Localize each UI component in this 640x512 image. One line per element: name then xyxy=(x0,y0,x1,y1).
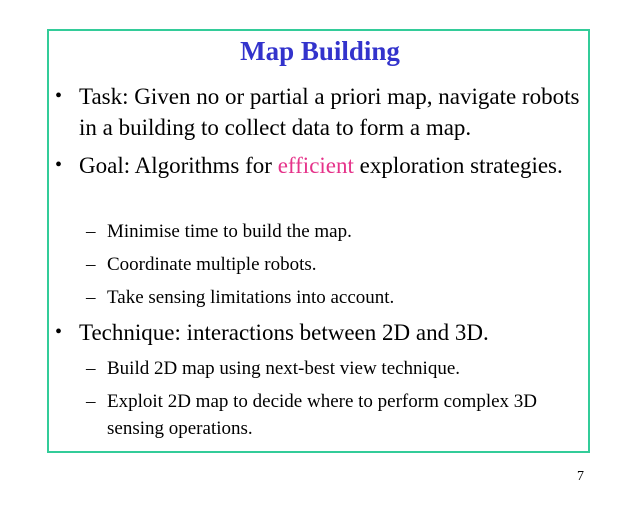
subitem-marker: – xyxy=(86,287,96,308)
subitem-text: Take sensing limitations into account. xyxy=(107,287,395,308)
bullet-marker: • xyxy=(55,85,63,107)
page-number: 7 xyxy=(577,469,584,484)
bullet-text xyxy=(79,150,585,181)
subitem-marker: – xyxy=(86,254,96,275)
subitem-marker: – xyxy=(86,391,96,412)
bullet-marker: • xyxy=(55,154,63,176)
subitem-build-2d-map xyxy=(86,355,576,382)
bullet-text: Technique: interactions between 2D and 3D. xyxy=(79,320,489,345)
goal-highlight-word: efficient xyxy=(277,153,354,178)
subitem-text: Exploit 2D map to decide where to perform complex 3D sensing operations. xyxy=(107,391,538,439)
goal-text-before: Goal: Algorithms for xyxy=(79,153,278,178)
subitem-marker: – xyxy=(86,358,96,379)
bullet-text: Task: Given no or partial a priori map, navigate robots in a building to collect data to form a map. xyxy=(79,84,580,140)
subitem-exploit-2d-map xyxy=(86,388,576,442)
goal-text-after: exploration strategies. xyxy=(353,153,563,178)
subitem-marker: – xyxy=(86,221,96,242)
subitem-text: Coordinate multiple robots. xyxy=(107,254,317,275)
subitem-sensing-limitations xyxy=(86,284,576,311)
bullet-marker: • xyxy=(55,321,63,343)
subitem-coordinate-robots xyxy=(86,251,576,278)
subitem-minimise-time xyxy=(86,218,576,245)
slide-title: Map Building xyxy=(240,36,400,66)
subitem-text: Build 2D map using next-best view technique. xyxy=(107,358,461,379)
bullet-goal xyxy=(55,150,585,181)
bullet-task xyxy=(55,81,585,143)
bullet-technique xyxy=(55,317,585,348)
subitem-text: Minimise time to build the map. xyxy=(107,221,352,242)
